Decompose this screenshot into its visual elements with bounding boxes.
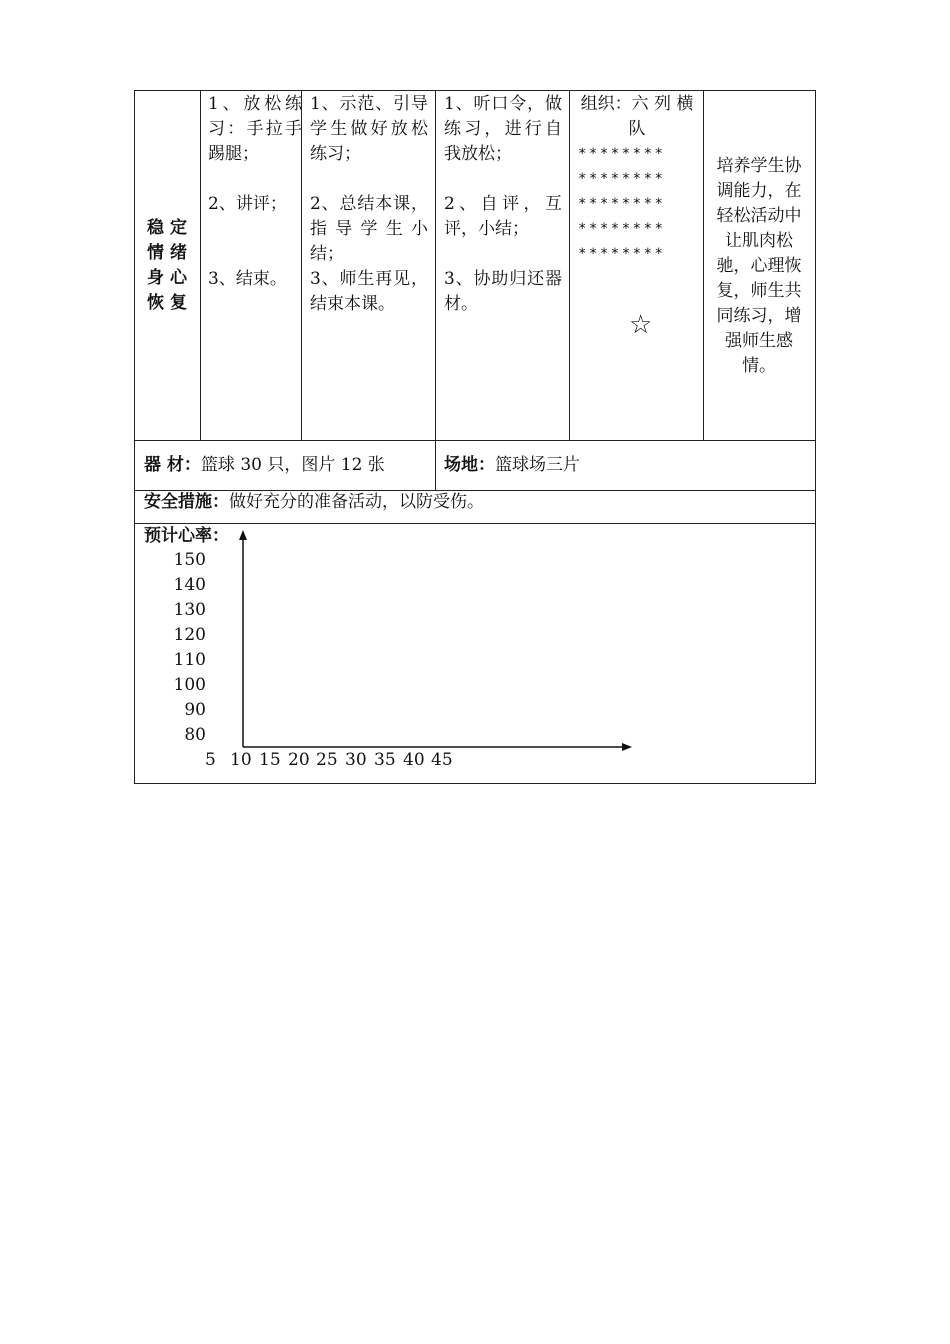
formation-row: ********: [578, 171, 666, 187]
heart-rate-x-ticks: [134, 748, 534, 773]
column-divider: [435, 90, 436, 490]
equipment-value: 篮球 30 只，图片 12 张: [200, 455, 385, 475]
x-tick-label: 35: [374, 750, 396, 770]
y-tick-label: 100: [173, 675, 206, 695]
teacher-item-1: 1、示范、引导学生做好放松练习；: [310, 94, 428, 164]
x-tick-label: 5: [205, 750, 216, 770]
formation-row: ********: [578, 146, 666, 162]
student-item-3: 3、协助归还器材。: [444, 269, 562, 314]
x-tick-label: 25: [316, 750, 338, 770]
column-divider: [200, 90, 201, 440]
y-axis-arrow-icon: [239, 530, 247, 540]
teacher-star-icon: ☆: [629, 310, 653, 340]
student-item-2: 2、自评，互评，小结；: [444, 194, 562, 239]
teacher-item-3: 3、师生再见，结束本课。: [310, 269, 428, 314]
y-tick-label: 110: [173, 650, 206, 670]
formation-row: ********: [578, 196, 666, 212]
y-tick-label: 140: [173, 575, 206, 595]
formation-row: ********: [578, 221, 666, 237]
content-item-1: 1、放松练习：手拉手踢腿；: [208, 94, 302, 164]
y-tick-label: 80: [184, 725, 206, 745]
y-tick-label: 130: [173, 600, 206, 620]
table-divider: [134, 523, 816, 524]
table-divider: [134, 440, 816, 441]
x-tick-label: 40: [403, 750, 425, 770]
stage-label-line: 身 心: [147, 268, 187, 288]
student-item-1: 1、听口令，做练习，进行自我放松；: [444, 94, 562, 164]
equipment-label: 器 材：: [144, 455, 201, 475]
safety-row: [144, 490, 484, 515]
equipment-row: [144, 453, 385, 478]
purpose-text: 培养学生协调能力，在轻松活动中让肌肉松驰，心理恢复，师生共同练习，增强师生感情。: [716, 156, 802, 376]
heart-rate-label: 预计心率：: [144, 526, 229, 546]
x-tick-label: 20: [288, 750, 310, 770]
venue-label: 场地：: [444, 455, 495, 475]
content-item-3: 3、结束。: [208, 269, 287, 289]
column-divider: [703, 90, 704, 440]
organization-title: 组织：六 列 横 队: [580, 94, 694, 139]
lesson-plan-table: [134, 90, 816, 784]
stage-label: [134, 216, 200, 316]
x-tick-label: 15: [259, 750, 281, 770]
venue-row: [444, 453, 580, 478]
content-item-2: 2、讲评；: [208, 194, 287, 214]
formation-row: ********: [578, 246, 666, 262]
column-divider: [569, 90, 570, 440]
heart-rate-y-ticks: [134, 548, 234, 758]
table-border-bottom: [134, 783, 816, 784]
stage-label-line: 稳 定: [147, 218, 187, 238]
x-tick-label: 30: [345, 750, 367, 770]
heart-rate-axes: [234, 530, 644, 755]
y-tick-label: 90: [184, 700, 206, 720]
x-axis-arrow-icon: [622, 743, 632, 751]
y-tick-label: 120: [173, 625, 206, 645]
stage-label-line: 情 绪: [147, 243, 187, 263]
safety-label: 安全措施：: [144, 492, 229, 512]
x-tick-label: 45: [431, 750, 453, 770]
stage-label-line: 恢 复: [147, 293, 187, 313]
formation-diagram: [578, 142, 698, 267]
table-border-top: [134, 90, 816, 91]
venue-value: 篮球场三片: [495, 455, 580, 475]
y-tick-label: 150: [173, 550, 206, 570]
x-tick-label: 10: [230, 750, 252, 770]
table-border-right: [815, 90, 816, 784]
teacher-item-2: 2、总结本课，指导学生小结；: [310, 194, 428, 264]
safety-value: 做好充分的准备活动，以防受伤。: [229, 492, 484, 512]
